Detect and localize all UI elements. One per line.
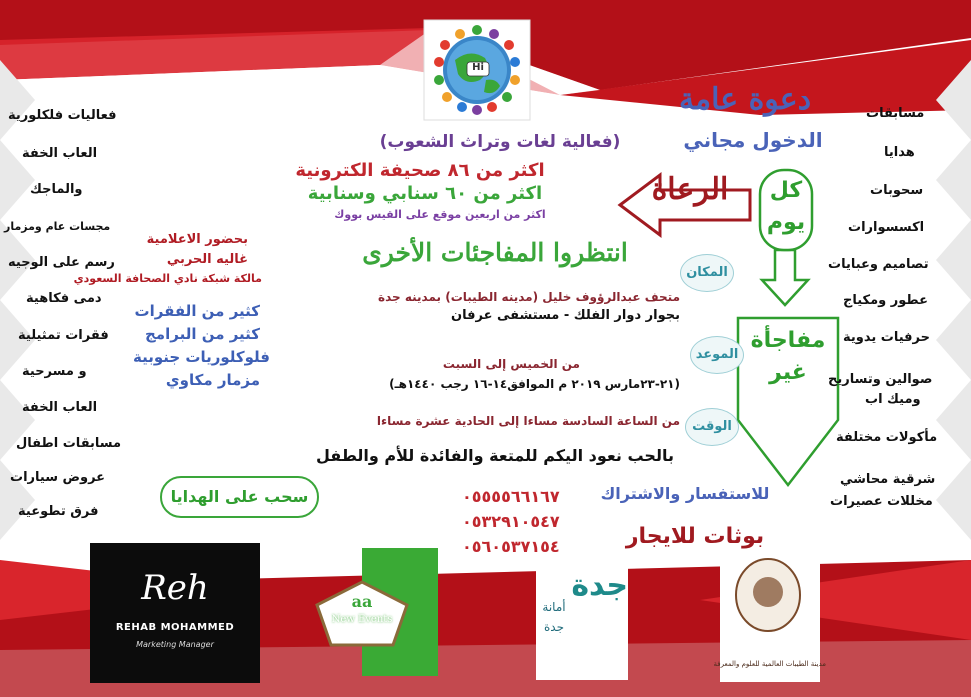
right-list-item: هدايا — [884, 145, 915, 160]
gift-draw-pill: سحب على الهدايا — [160, 476, 319, 518]
place-line2: بجوار دوار الفلك - مستشفى عرفان — [451, 308, 680, 323]
amanah-mark: جدة — [571, 568, 628, 603]
new-events-mark: aa — [351, 592, 373, 611]
date-label: الموعد — [690, 336, 744, 374]
right-list-item: عطور ومكياج — [843, 293, 928, 308]
phone-number[interactable]: ٠٥٥٥٥٦٦١٦٧ — [462, 487, 560, 506]
left-list-item: العاب الخفة — [22, 146, 98, 161]
new-events-text: New Events — [331, 614, 393, 625]
right-list-item: مسابقات — [866, 106, 925, 121]
right-list-item: مخللات عصيرات — [830, 494, 933, 509]
right-list-item: وميك اب — [865, 392, 921, 407]
left-list-item: و مسرحية — [22, 364, 87, 379]
left-list-item: فرق تطوعية — [18, 504, 99, 519]
contact-label: للاستفسار والاشتراك — [600, 484, 770, 503]
rehab-logo-box — [90, 543, 260, 683]
rehab-name: REHAB MOHAMMED — [115, 622, 235, 633]
logo-hi-text: Hi — [472, 62, 484, 73]
phone-number[interactable]: ٠٥٦٠٥٣٧١٥٤ — [462, 537, 560, 556]
event-name: (فعالية لغات وتراث الشعوب) — [379, 132, 621, 152]
left-list-item: فعاليات فلكلورية — [8, 108, 117, 123]
left-list-item: والماجك — [30, 182, 83, 197]
surprise-text-1: مفاجأة — [750, 328, 826, 353]
sponsors-label: الرعاة — [651, 172, 729, 207]
amanah-word-2: جدة — [543, 620, 564, 634]
attendance-line2: غاليه الحربي — [166, 252, 248, 267]
left-list-item: مسابقات اطفال — [16, 436, 122, 451]
right-list-item: تصاميم وعبايات — [828, 257, 929, 272]
place-label: المكان — [680, 254, 734, 292]
highlight-item: مزمار مكاوي — [165, 371, 260, 389]
left-list-item: عروض سيارات — [10, 470, 106, 485]
surprise-text-2: غير — [769, 360, 807, 385]
highlight-item: كثير من البرامج — [145, 325, 260, 343]
attendance-line1: بحضور الاعلامية — [146, 232, 248, 247]
green-down-arrow — [762, 250, 808, 305]
highlight-item: فلوكلوريات جنوبية — [133, 348, 270, 366]
left-list-item: فقرات تمثيلية — [18, 328, 109, 343]
place-line1: متحف عبدالرؤوف خليل (مدينه الطيبات) بمدينه جدة — [378, 290, 680, 304]
right-list-item: اكسسوارات — [848, 220, 925, 235]
right-list-item: صوالين وتساريح — [828, 372, 933, 387]
every-day-text-2: يوم — [766, 210, 806, 235]
rehab-role: Marketing Manager — [136, 640, 214, 649]
attendance-line3: مالكة شبكة نادي الصحافة السعودي — [73, 272, 262, 285]
right-list-item: حرفيات يدوية — [843, 330, 930, 345]
header-subtitle: الدخول مجاني — [683, 128, 823, 152]
time-label: الوقت — [685, 408, 739, 446]
closing-line: بالحب نعود اليكم للمتعة والفائدة للأم والطفل — [316, 446, 674, 465]
instagram-count: اكثر من اربعين موقع على القيس بووك — [334, 208, 546, 221]
left-list-item: رسم على الوجيه — [8, 255, 115, 270]
date-line2: (٢١-٢٣مارس ٢٠١٩ م الموافق١٤-١٦ رجب ١٤٤٠هـ) — [389, 377, 680, 391]
date-line1: من الخميس إلى السبت — [442, 357, 580, 371]
booths-label: بوثات للايجار — [625, 524, 765, 549]
press-count: اكثر من ٨٦ صحيفة الكترونية — [295, 160, 545, 181]
left-list-item: دمى فكاهية — [26, 291, 102, 306]
amanah-word-1: أمانة — [542, 600, 566, 614]
surprises-headline: انتظروا المفاجئات الأخرى — [362, 238, 628, 267]
left-list-item: العاب الخفة — [22, 400, 98, 415]
right-list-item: مأكولات مختلفة — [836, 430, 938, 445]
time-line1: من الساعة السادسة مساءا إلى الحادية عشرة مساءا — [376, 414, 680, 428]
right-list-item: شرقية محاشي — [840, 472, 936, 487]
phone-number[interactable]: ٠٥٣٢٩١٠٥٤٧ — [462, 512, 560, 531]
taybat-caption: مدينة الطيبات العالمية للعلوم والمعرفة — [713, 660, 826, 668]
highlight-item: كثير من الفقرات — [134, 302, 260, 320]
header-title: دعوة عامة — [678, 82, 812, 117]
rehab-signature: Reh — [141, 568, 209, 608]
every-day-text-1: كل — [769, 178, 803, 203]
right-list-item: سحوبات — [870, 183, 924, 198]
left-list-item: مجسات عام ومزمار — [4, 220, 111, 233]
influencers-count: اكثر من ٦٠ سنابي وسنابية — [307, 183, 543, 204]
right-triangles — [936, 60, 971, 540]
